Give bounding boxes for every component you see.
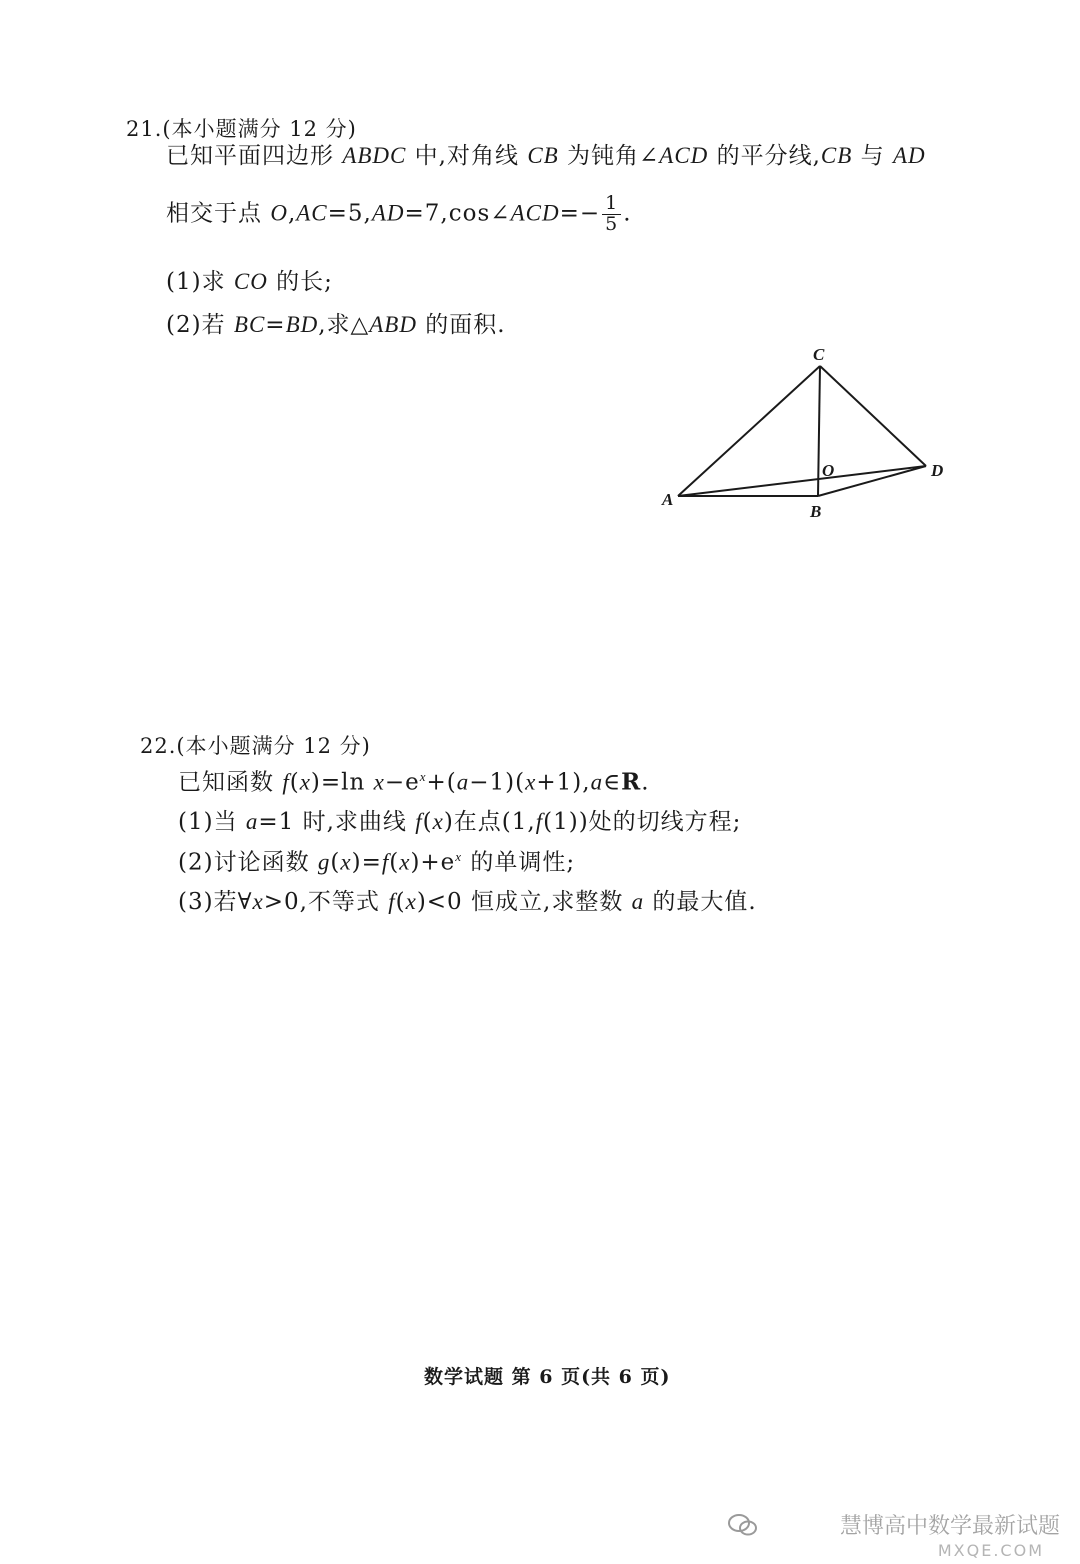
- q21-part1: (1)求 CO 的长;: [166, 269, 333, 295]
- label-c: C: [813, 345, 825, 364]
- segment-cb: [818, 366, 820, 496]
- page-footer: 数学试题 第 6 页(共 6 页): [424, 1366, 671, 1388]
- q22-points: (本小题满分 12 分): [176, 734, 371, 758]
- q21-statement-line2: 相交于点 O,AC=5,AD=7,cos∠ACD=− $\frac{1}{5}$ .: [166, 192, 632, 235]
- segment-cd: [820, 366, 926, 466]
- label-o: O: [822, 461, 835, 480]
- fraction: $\frac{1}{5}$: [602, 194, 621, 235]
- q22-part1: (1)当 a=1 时,求曲线 f(x)在点(1,f(1))处的切线方程;: [178, 809, 742, 835]
- watermark-url: MXQE.COM: [937, 1541, 1044, 1560]
- watermark-text: 慧博高中数学最新试题: [839, 1514, 1060, 1539]
- q22-part3: (3)若∀x>0,不等式 f(x)<0 恒成立,求整数 a 的最大值.: [178, 889, 757, 915]
- q21-statement-line1: 已知平面四边形 ABDC 中,对角线 CB 为钝角∠ACD 的平分线,CB 与 AD: [166, 143, 926, 169]
- q21-number: 21.: [126, 117, 163, 141]
- q21-points: (本小题满分 12 分): [162, 117, 357, 141]
- label-d: D: [931, 461, 944, 480]
- label-b: B: [810, 502, 822, 521]
- q22-statement: 已知函数 f(x)=ln $x-e^x+(a-1)(x+1),a\in R$.: [178, 768, 650, 796]
- segment-ad: [678, 466, 926, 496]
- quadrilateral-figure: [650, 340, 960, 530]
- q22-number: 22.: [140, 734, 177, 758]
- q21-header: [126, 113, 357, 143]
- label-a: A: [662, 490, 674, 509]
- q22-part2: (2)讨论函数 $g(x)=f(x)+e^x$ 的单调性;: [178, 849, 576, 876]
- q22-header: [140, 730, 371, 760]
- segment-ca: [678, 366, 820, 496]
- q21-part2: (2)若 BC=BD,求△ABD 的面积.: [166, 312, 506, 338]
- wechat-icon: [728, 1514, 758, 1536]
